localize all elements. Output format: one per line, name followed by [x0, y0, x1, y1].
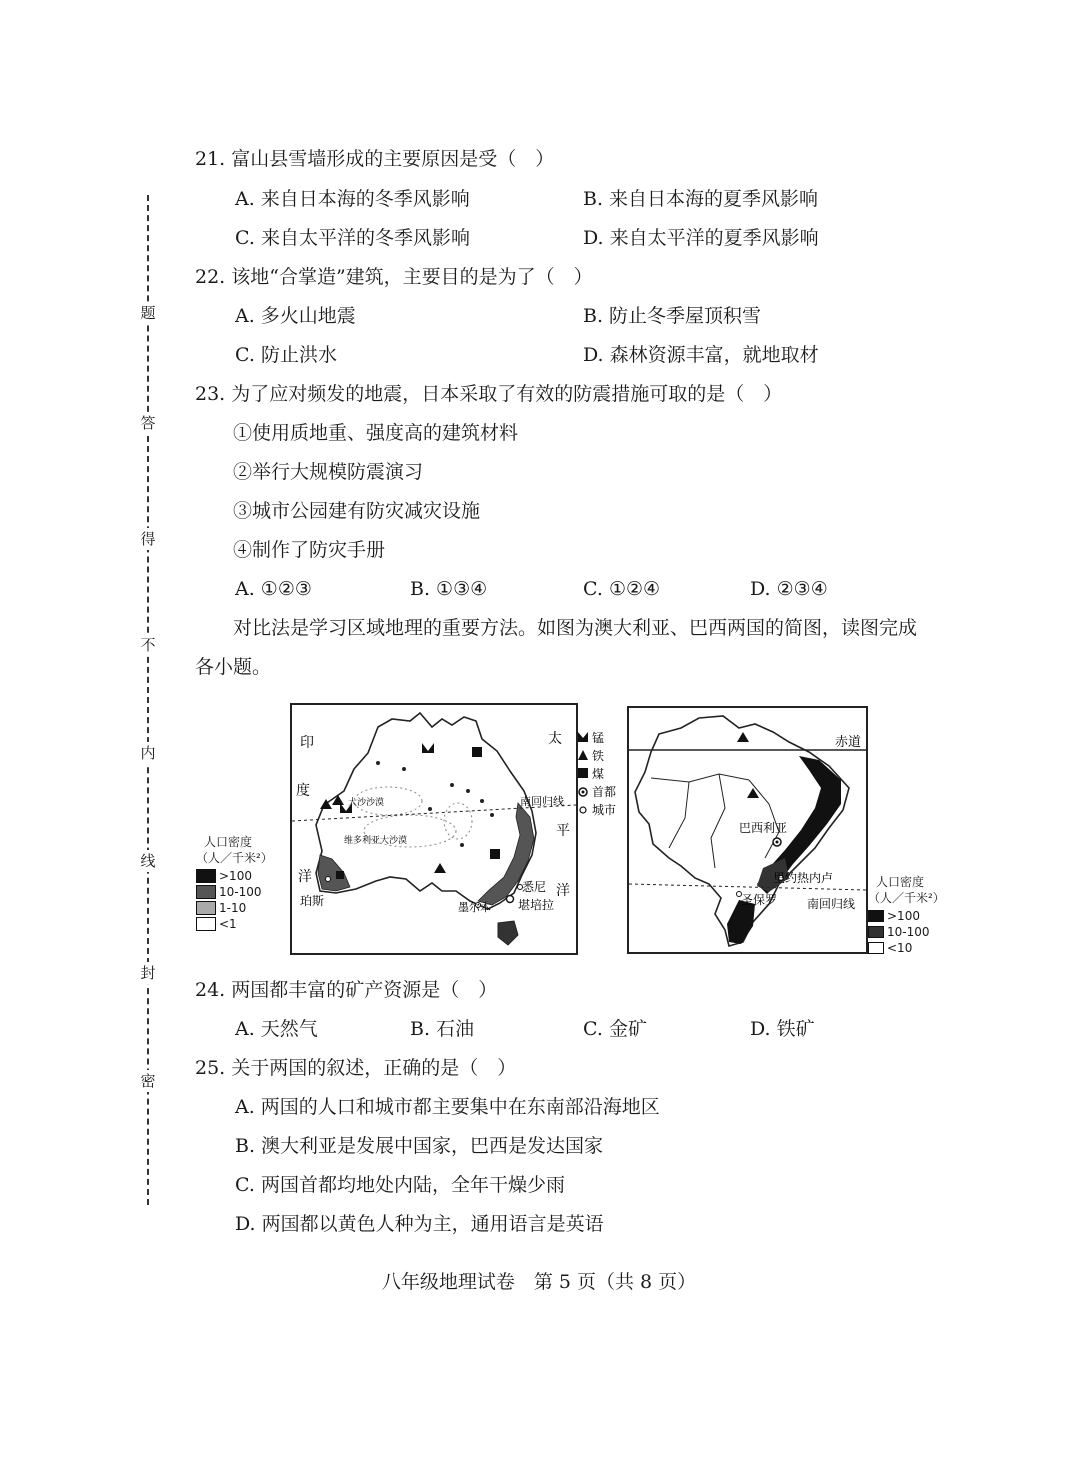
ocean-label-tai: 太: [548, 731, 562, 747]
legend-density-level: 10-100: [887, 925, 930, 939]
city-symbol: [326, 877, 331, 882]
city-label-melbourne: 墨尔本: [458, 901, 491, 914]
seal-char: 答: [136, 412, 160, 434]
legend-density-level: <10: [887, 941, 913, 955]
q23-item: ①使用质地重、强度高的建筑材料: [233, 422, 519, 444]
q23-item: ②举行大规模防震演习: [233, 461, 424, 483]
desert-label: 维多利亚大沙漠: [344, 836, 408, 846]
town-dot: [480, 799, 484, 803]
legend-unit: （人／千米²）: [868, 891, 945, 905]
q21-option-d: D. 来自太平洋的夏季风影响: [583, 227, 819, 249]
town-dot: [376, 761, 380, 765]
q23-option-b: B. ①③④: [410, 578, 488, 600]
town-dot: [450, 783, 454, 787]
legend-title: 人口密度: [876, 875, 925, 889]
ocean-label-du: 度: [296, 783, 310, 799]
legend-coal: 煤: [592, 767, 605, 781]
seal-char: 线: [136, 850, 160, 872]
legend-density-level: >100: [219, 869, 252, 883]
q21-option-b: B. 来自日本海的夏季风影响: [583, 188, 819, 210]
q25-option-c: C. 两国首都均地处内陆，全年干燥少雨: [235, 1174, 565, 1196]
legend-density-level: >100: [887, 909, 920, 923]
q25-option-a: A. 两国的人口和城市都主要集中在东南部沿海地区: [235, 1096, 660, 1118]
q25-option-b: B. 澳大利亚是发展中国家，巴西是发达国家: [235, 1135, 604, 1157]
coal-symbol: [336, 871, 344, 879]
equator-label: 赤道: [835, 735, 862, 750]
legend-title: 人口密度: [204, 835, 253, 849]
q21-stem: 21. 富山县雪墙形成的主要原因是受（ ）: [195, 148, 555, 170]
seal-char: 封: [136, 962, 160, 984]
city-label-sao-paulo: 圣保罗: [741, 893, 778, 907]
q23-option-c: C. ①②④: [583, 578, 661, 600]
brazil-map: [627, 706, 868, 954]
ocean-label-yang: 洋: [298, 869, 312, 885]
australia-map: [290, 703, 578, 955]
legend-density-level: 1-10: [219, 901, 247, 915]
town-dot: [466, 789, 470, 793]
intro-line-2: 各小题。: [195, 656, 272, 678]
ocean-label-yang2: 洋: [556, 883, 570, 899]
q21-option-c: C. 来自太平洋的冬季风影响: [235, 227, 470, 249]
city-label-rio: 里约热内卢: [773, 871, 834, 885]
town-dot: [490, 813, 494, 817]
q24-option-b: B. 石油: [410, 1018, 475, 1040]
q25-stem: 25. 关于两国的叙述，正确的是（ ）: [195, 1057, 517, 1079]
q23-stem: 23. 为了应对频发的地震，日本采取了有效的防震措施可取的是（ ）: [195, 383, 783, 405]
q22-option-b: B. 防止冬季屋顶积雪: [583, 305, 762, 327]
legend-unit: （人／千米²）: [196, 851, 273, 865]
capital-label: 巴西利亚: [739, 821, 788, 835]
binding-seal-line: [147, 195, 149, 1205]
coal-symbol: [490, 849, 500, 859]
ocean-label-yin: 印: [300, 735, 314, 751]
q25-option-d: D. 两国都以黄色人种为主，通用语言是英语: [235, 1213, 604, 1235]
q24-option-a: A. 天然气: [235, 1018, 318, 1040]
australia-density-legend: [196, 834, 273, 932]
town-dot: [460, 843, 464, 847]
intro-line-1: 对比法是学习区域地理的重要方法。如图为澳大利亚、巴西两国的简图，读图完成: [233, 617, 918, 639]
seal-char: 内: [136, 742, 160, 764]
coal-symbol: [472, 747, 482, 757]
capital-symbol: [507, 896, 514, 903]
seal-char: 不: [136, 634, 160, 656]
town-dot: [402, 767, 406, 771]
q24-option-c: C. 金矿: [583, 1018, 647, 1040]
desert-label: 大沙沙漠: [348, 798, 385, 808]
q23-option-d: D. ②③④: [750, 578, 828, 600]
legend-city: 城市: [592, 803, 617, 817]
legend-capital: 首都: [592, 785, 617, 799]
mineral-legend: [576, 728, 628, 828]
legend-density-level: 10-100: [219, 885, 262, 899]
city-label-sydney: 悉尼: [522, 880, 547, 894]
q22-stem: 22. 该地“合掌造”建筑，主要目的是为了（ ）: [195, 266, 593, 288]
tasmania-outline: [498, 921, 518, 945]
q23-item: ③城市公园建有防灾减灾设施: [233, 500, 481, 522]
seal-char: 密: [136, 1070, 160, 1092]
tropic-label: 南回归线: [807, 897, 856, 911]
page-footer: 八年级地理试卷 第 5 页（共 8 页）: [381, 1271, 697, 1293]
city-label-canberra: 堪培拉: [518, 898, 555, 912]
brazil-density-legend: [868, 874, 945, 956]
q22-option-d: D. 森林资源丰富，就地取材: [583, 344, 819, 366]
seal-char: 题: [136, 302, 160, 324]
q24-stem: 24. 两国都丰富的矿产资源是（ ）: [195, 979, 498, 1001]
q21-option-a: A. 来自日本海的冬季风影响: [235, 188, 470, 210]
q22-option-c: C. 防止洪水: [235, 344, 337, 366]
seal-char: 得: [136, 528, 160, 550]
q23-option-a: A. ①②③: [235, 578, 312, 600]
q23-item: ④制作了防灾手册: [233, 539, 386, 561]
ocean-label-ping: 平: [556, 823, 570, 839]
town-dot: [428, 807, 432, 811]
legend-iron: 铁: [592, 749, 605, 763]
q22-option-a: A. 多火山地震: [235, 305, 356, 327]
legend-density-level: <1: [219, 917, 237, 931]
tropic-label: 南回归线: [520, 795, 564, 808]
legend-manganese: 锰: [592, 731, 605, 745]
q24-option-d: D. 铁矿: [750, 1018, 815, 1040]
city-label-perth: 珀斯: [300, 894, 325, 908]
